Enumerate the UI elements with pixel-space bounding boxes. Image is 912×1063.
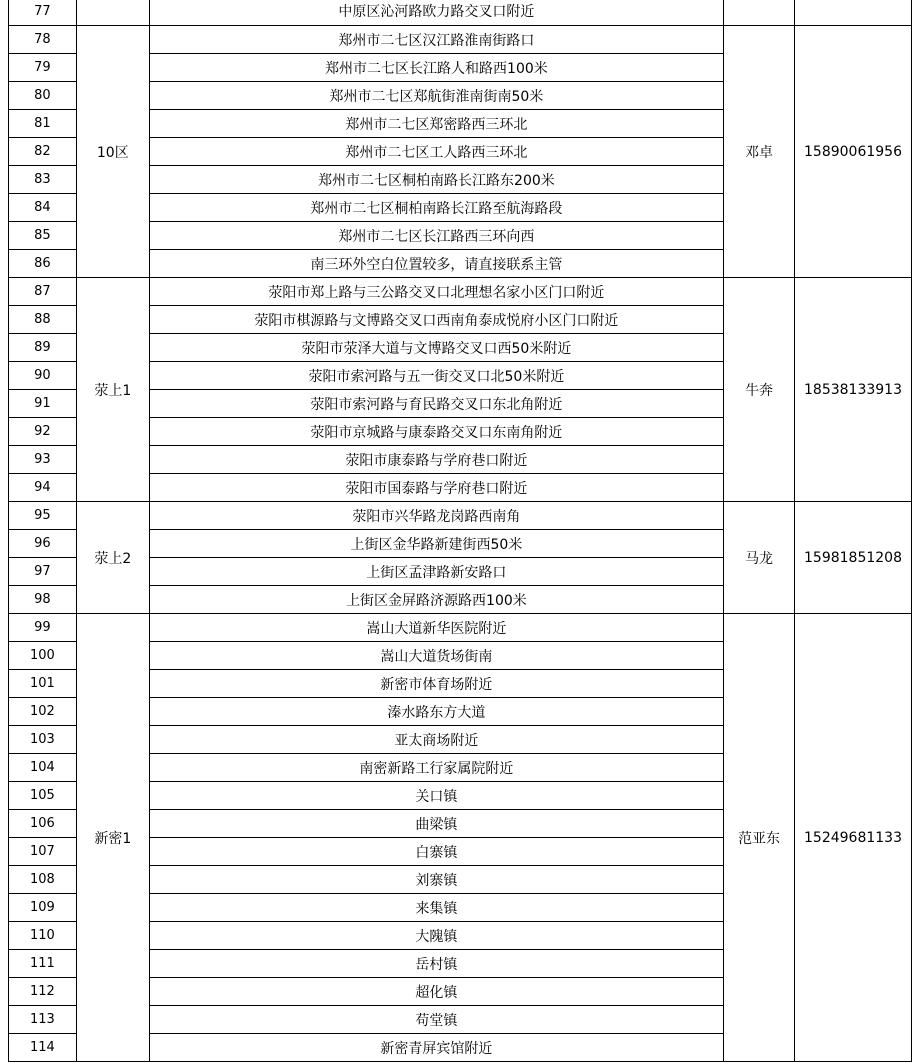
- table-row: [9, 26, 912, 54]
- address-cell[interactable]: 荥阳市索河路与五一街交叉口北50米附近: [149, 362, 723, 390]
- row-number-cell[interactable]: 113: [9, 1006, 77, 1034]
- address-cell[interactable]: 刘寨镇: [149, 866, 723, 894]
- address-cell[interactable]: 郑州市二七区郑航街淮南街南50米: [149, 82, 723, 110]
- address-cell[interactable]: 亚太商场附近: [149, 726, 723, 754]
- row-number-cell[interactable]: 84: [9, 194, 77, 222]
- area-cell[interactable]: [76, 0, 149, 26]
- table-row: [9, 278, 912, 306]
- row-number-cell[interactable]: 96: [9, 530, 77, 558]
- address-cell[interactable]: 南密新路工行家属院附近: [149, 754, 723, 782]
- row-number-cell[interactable]: 111: [9, 950, 77, 978]
- contact-name-cell[interactable]: [724, 0, 795, 26]
- row-number-cell[interactable]: 79: [9, 54, 77, 82]
- phone-number-cell[interactable]: 15981851208: [795, 502, 912, 614]
- row-number-cell[interactable]: 98: [9, 586, 77, 614]
- row-number-cell[interactable]: 112: [9, 978, 77, 1006]
- address-cell[interactable]: 超化镇: [149, 978, 723, 1006]
- phone-number-cell[interactable]: 18538133913: [795, 278, 912, 502]
- address-cell[interactable]: 荥阳市康泰路与学府巷口附近: [149, 446, 723, 474]
- address-cell[interactable]: 大隗镇: [149, 922, 723, 950]
- address-cell[interactable]: 中原区沁河路欧力路交叉口附近: [149, 0, 723, 26]
- address-cell[interactable]: 荥阳市京城路与康泰路交叉口东南角附近: [149, 418, 723, 446]
- row-number-cell[interactable]: 92: [9, 418, 77, 446]
- phone-number-cell[interactable]: 15249681133: [795, 614, 912, 1062]
- row-number-cell[interactable]: 114: [9, 1034, 77, 1062]
- address-cell[interactable]: 荥阳市郑上路与三公路交叉口北理想名家小区门口附近: [149, 278, 723, 306]
- row-number-cell[interactable]: 105: [9, 782, 77, 810]
- address-table: [8, 0, 912, 1062]
- row-number-cell[interactable]: 107: [9, 838, 77, 866]
- address-cell[interactable]: 荥阳市棋源路与文博路交叉口西南角泰成悦府小区门口附近: [149, 306, 723, 334]
- address-cell[interactable]: 嵩山大道新华医院附近: [149, 614, 723, 642]
- contact-name-cell[interactable]: 范亚东: [724, 614, 795, 1062]
- table-body: [9, 0, 912, 1062]
- row-number-cell[interactable]: 104: [9, 754, 77, 782]
- row-number-cell[interactable]: 78: [9, 26, 77, 54]
- address-cell[interactable]: 岳村镇: [149, 950, 723, 978]
- area-cell[interactable]: 荥上1: [76, 278, 149, 502]
- address-cell[interactable]: 上街区金屏路济源路西100米: [149, 586, 723, 614]
- address-cell[interactable]: 苟堂镇: [149, 1006, 723, 1034]
- row-number-cell[interactable]: 110: [9, 922, 77, 950]
- address-cell[interactable]: 郑州市二七区工人路西三环北: [149, 138, 723, 166]
- address-cell[interactable]: 来集镇: [149, 894, 723, 922]
- address-cell[interactable]: 上街区金华路新建街西50米: [149, 530, 723, 558]
- address-cell[interactable]: 荥阳市索河路与育民路交叉口东北角附近: [149, 390, 723, 418]
- address-cell[interactable]: 关口镇: [149, 782, 723, 810]
- address-cell[interactable]: 郑州市二七区长江路西三环向西: [149, 222, 723, 250]
- address-cell[interactable]: 荥阳市兴华路龙岗路西南角: [149, 502, 723, 530]
- contact-name-cell[interactable]: 邓卓: [724, 26, 795, 278]
- address-cell[interactable]: 南三环外空白位置较多，请直接联系主管: [149, 250, 723, 278]
- phone-number-cell[interactable]: [795, 0, 912, 26]
- row-number-cell[interactable]: 81: [9, 110, 77, 138]
- area-cell[interactable]: 10区: [76, 26, 149, 278]
- address-cell[interactable]: 郑州市二七区长江路人和路西100米: [149, 54, 723, 82]
- row-number-cell[interactable]: 80: [9, 82, 77, 110]
- row-number-cell[interactable]: 87: [9, 278, 77, 306]
- row-number-cell[interactable]: 94: [9, 474, 77, 502]
- address-cell[interactable]: 郑州市二七区郑密路西三环北: [149, 110, 723, 138]
- row-number-cell[interactable]: 85: [9, 222, 77, 250]
- address-cell[interactable]: 上街区孟津路新安路口: [149, 558, 723, 586]
- address-cell[interactable]: 荥阳市国泰路与学府巷口附近: [149, 474, 723, 502]
- row-number-cell[interactable]: 91: [9, 390, 77, 418]
- address-cell[interactable]: 新密青屏宾馆附近: [149, 1034, 723, 1062]
- row-number-cell[interactable]: 90: [9, 362, 77, 390]
- row-number-cell[interactable]: 82: [9, 138, 77, 166]
- address-cell[interactable]: 郑州市二七区桐柏南路长江路至航海路段: [149, 194, 723, 222]
- area-cell[interactable]: 新密1: [76, 614, 149, 1062]
- row-number-cell[interactable]: 95: [9, 502, 77, 530]
- contact-name-cell[interactable]: 牛奔: [724, 278, 795, 502]
- address-cell[interactable]: 新密市体育场附近: [149, 670, 723, 698]
- table-row: [9, 0, 912, 26]
- row-number-cell[interactable]: 100: [9, 642, 77, 670]
- row-number-cell[interactable]: 103: [9, 726, 77, 754]
- address-cell[interactable]: 曲梁镇: [149, 810, 723, 838]
- row-number-cell[interactable]: 97: [9, 558, 77, 586]
- row-number-cell[interactable]: 89: [9, 334, 77, 362]
- row-number-cell[interactable]: 86: [9, 250, 77, 278]
- address-cell[interactable]: 郑州市二七区桐柏南路长江路东200米: [149, 166, 723, 194]
- row-number-cell[interactable]: 99: [9, 614, 77, 642]
- row-number-cell[interactable]: 102: [9, 698, 77, 726]
- row-number-cell[interactable]: 77: [9, 0, 77, 26]
- row-number-cell[interactable]: 108: [9, 866, 77, 894]
- address-cell[interactable]: 嵩山大道货场街南: [149, 642, 723, 670]
- row-number-cell[interactable]: 101: [9, 670, 77, 698]
- row-number-cell[interactable]: 109: [9, 894, 77, 922]
- table-row: [9, 614, 912, 642]
- address-cell[interactable]: 白寨镇: [149, 838, 723, 866]
- table-row: [9, 502, 912, 530]
- row-number-cell[interactable]: 106: [9, 810, 77, 838]
- phone-number-cell[interactable]: 15890061956: [795, 26, 912, 278]
- row-number-cell[interactable]: 88: [9, 306, 77, 334]
- area-cell[interactable]: 荥上2: [76, 502, 149, 614]
- address-cell[interactable]: 溱水路东方大道: [149, 698, 723, 726]
- row-number-cell[interactable]: 83: [9, 166, 77, 194]
- contact-name-cell[interactable]: 马龙: [724, 502, 795, 614]
- address-cell[interactable]: 荥阳市荥泽大道与文博路交叉口西50米附近: [149, 334, 723, 362]
- address-cell[interactable]: 郑州市二七区汉江路淮南街路口: [149, 26, 723, 54]
- row-number-cell[interactable]: 93: [9, 446, 77, 474]
